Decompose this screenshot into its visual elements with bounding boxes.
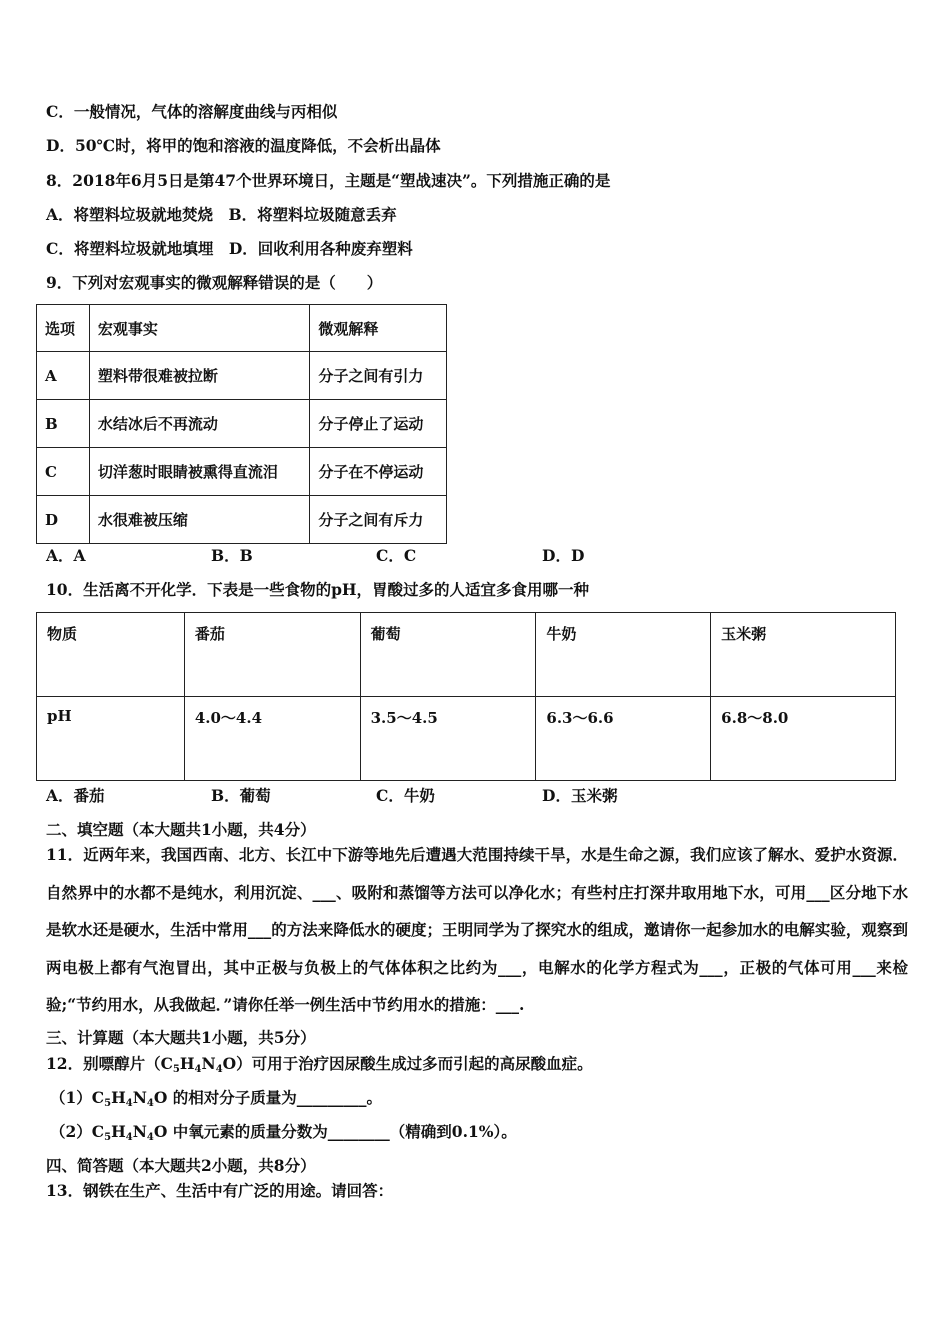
q9-option-a: A．A	[46, 546, 86, 565]
q9-cell: B	[37, 400, 90, 448]
q10-header-cell: 牛奶	[536, 613, 711, 697]
q9-cell: 塑料带很难被拉断	[89, 352, 309, 400]
q10-header-cell: 物质	[37, 613, 185, 697]
q10-stem: 10．生活离不开化学．下表是一些食物的pH，胃酸过多的人适宜多食用哪一种	[46, 580, 590, 599]
q10-table-header-row	[37, 613, 896, 697]
q10-header-cell: 葡萄	[360, 613, 536, 697]
q9-cell: 水很难被压缩	[89, 496, 309, 544]
q9-option-b: B．B	[211, 546, 253, 565]
q9-table-row	[37, 400, 447, 448]
q12-formula: $C_5H_4N_4O$	[91, 1122, 168, 1143]
q10-cell: 4.0～4.4	[184, 697, 360, 781]
q12-part-1: $(1)C_5H_4N_4O$ 的相对分子质量为_________。	[50, 1088, 383, 1109]
q9-header-cell: 微观解释	[310, 305, 447, 352]
q9-cell: C	[37, 448, 90, 496]
q9-header-cell: 选项	[37, 305, 90, 352]
q9-cell: D	[37, 496, 90, 544]
q9-option-c: C．C	[376, 546, 417, 565]
q8-options-ab: A．将塑料垃圾就地焚烧 B．将塑料垃圾随意丢弃	[46, 205, 397, 224]
q9-cell: A	[37, 352, 90, 400]
q10-option-c: C．牛奶	[376, 786, 435, 805]
q8-options-cd: C．将塑料垃圾就地填埋 D．回收利用各种废弃塑料	[46, 239, 413, 258]
q9-option-d: D．D	[542, 546, 585, 565]
q9-table-header-row	[37, 305, 447, 352]
section-3-title: 三、计算题（本大题共1小题，共5分）	[46, 1028, 316, 1047]
q10-cell: pH	[37, 697, 185, 781]
q12-stem: 12．别嘌醇片$(C_5H_4N_4O)$可用于治疗因尿酸生成过多而引起的高尿酸血症。	[46, 1054, 593, 1075]
q9-table-row	[37, 496, 447, 544]
q9-cell: 切洋葱时眼睛被熏得直流泪	[89, 448, 309, 496]
q13-stem: 13．钢铁在生产、生活中有广泛的用途。请回答：	[46, 1181, 394, 1200]
q9-cell: 分子之间有引力	[310, 352, 447, 400]
q12-formula: $C_5H_4N_4O$	[160, 1054, 237, 1075]
q9-header-cell: 宏观事实	[89, 305, 309, 352]
q10-option-d: D．玉米粥	[542, 786, 618, 805]
q10-cell: 6.3～6.6	[536, 697, 711, 781]
q10-option-b: B．葡萄	[211, 786, 271, 805]
q9-cell: 水结冰后不再流动	[89, 400, 309, 448]
q10-header-cell: 番茄	[184, 613, 360, 697]
q10-table-row	[37, 697, 896, 781]
q10-cell: 6.8～8.0	[711, 697, 896, 781]
q10-header-cell: 玉米粥	[711, 613, 896, 697]
section-4-title: 四、简答题（本大题共2小题，共8分）	[46, 1156, 316, 1175]
q12-formula: $C_5H_4N_4O$	[91, 1088, 168, 1109]
q9-cell: 分子之间有斥力	[310, 496, 447, 544]
q9-cell: 分子停止了运动	[310, 400, 447, 448]
q7-option-d: D．50℃时，将甲的饱和溶液的温度降低，不会析出晶体	[46, 136, 441, 155]
q8-stem: 8．2018年6月5日是第47个世界环境日，主题是“塑战速决”。下列措施正确的是	[46, 171, 611, 190]
q9-stem: 9．下列对宏观事实的微观解释错误的是（ ）	[46, 273, 383, 292]
q9-table-row	[37, 352, 447, 400]
q10-cell: 3.5～4.5	[360, 697, 536, 781]
q9-cell: 分子在不停运动	[310, 448, 447, 496]
q10-option-a: A．番茄	[46, 786, 105, 805]
q9-table	[36, 304, 447, 544]
q12-part-2: $(2)C_5H_4N_4O$ 中氧元素的质量分数为________（精确到0.1%）。	[50, 1122, 517, 1143]
q9-table-row	[37, 448, 447, 496]
q7-option-c: C．一般情况，气体的溶解度曲线与丙相似	[46, 102, 338, 121]
q11-paragraph: 11．近两年来，我国西南、北方、长江中下游等地先后遭遇大范围持续干旱，水是生命之源，我们应该了解水、爱护水资源．自然界中的水都不是纯水，利用沉淀、___、吸附和蒸馏等方法可以净化水；有些村庄打深井取用地下水，可用___区分地下水是软水还是硬水，生活中常用___的方法来降低水的硬度；王明同学为了探究水的组成，邀请你一起参加水的电解实验，观察到两电极上都有气泡冒出，其中正极与负极上的气体体积之比约为___，电解水的化学方程式为___，正极的气体可用___来检验;“节约用水，从我做起．”请你任举一例生活中节约用水的措施：___.	[46, 845, 908, 1014]
q10-table	[36, 612, 896, 781]
section-2-title: 二、填空题（本大题共1小题，共4分）	[46, 820, 316, 839]
